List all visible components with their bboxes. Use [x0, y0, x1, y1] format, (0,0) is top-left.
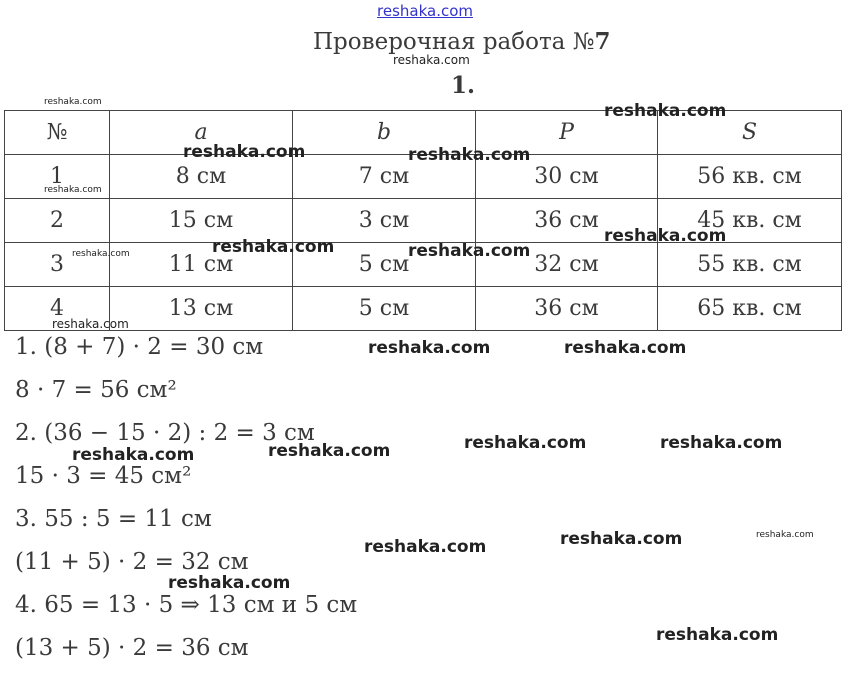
header-a: a: [110, 111, 293, 155]
solution-line: 3. 55 : 5 = 11 см: [15, 506, 212, 532]
cell-number: 2: [5, 199, 110, 243]
watermark: reshaka.com: [168, 573, 291, 593]
watermark: reshaka.com: [656, 625, 779, 645]
cell-p: 30 см: [476, 155, 658, 199]
solution-line: 2. (36 − 15 · 2) : 2 = 3 см: [15, 420, 315, 446]
watermark: reshaka.com: [464, 433, 587, 453]
results-table: [4, 110, 842, 331]
cell-a: 15 см: [110, 199, 293, 243]
watermark: reshaka.com: [408, 145, 531, 165]
watermark: reshaka.com: [364, 537, 487, 557]
watermark: reshaka.com: [560, 529, 683, 549]
watermark: reshaka.com: [72, 445, 195, 465]
header-number: №: [5, 111, 110, 155]
watermark: reshaka.com: [393, 53, 470, 67]
watermark: reshaka.com: [44, 185, 102, 195]
solution-line: (13 + 5) · 2 = 36 см: [15, 635, 249, 661]
cell-a: 13 см: [110, 287, 293, 331]
page-title: [313, 28, 611, 55]
cell-p: 32 см: [476, 243, 658, 287]
cell-number: 4: [5, 287, 110, 331]
watermark: reshaka.com: [212, 237, 335, 257]
cell-b: 5 см: [293, 287, 476, 331]
solution-line: (11 + 5) · 2 = 32 см: [15, 549, 249, 575]
cell-number: 1: [5, 155, 110, 199]
watermark: reshaka.com: [604, 226, 727, 246]
cell-a: 11 см: [110, 243, 293, 287]
cell-s: 56 кв. см: [658, 155, 842, 199]
cell-s: 65 кв. см: [658, 287, 842, 331]
watermark: reshaka.com: [564, 338, 687, 358]
watermark: reshaka.com: [52, 317, 129, 331]
watermark: reshaka.com: [183, 142, 306, 162]
header-s: S: [658, 111, 842, 155]
cell-a: 8 см: [110, 155, 293, 199]
solution-line: 4. 65 = 13 · 5 ⇒ 13 см и 5 см: [15, 592, 358, 618]
title-text: Проверочная работа №: [313, 29, 595, 55]
solution-line: 1. (8 + 7) · 2 = 30 см: [15, 334, 264, 360]
watermark: reshaka.com: [72, 249, 130, 259]
cell-s: 55 кв. см: [658, 243, 842, 287]
cell-s: 45 кв. см: [658, 199, 842, 243]
watermark: reshaka.com: [756, 530, 814, 540]
watermark: reshaka.com: [368, 338, 491, 358]
watermark: reshaka.com: [44, 97, 102, 107]
header-b: b: [293, 111, 476, 155]
watermark: reshaka.com: [660, 433, 783, 453]
cell-number: 3: [5, 243, 110, 287]
cell-p: 36 см: [476, 287, 658, 331]
solution-line: 8 · 7 = 56 см²: [15, 377, 177, 403]
source-link[interactable]: reshaka.com: [377, 2, 473, 20]
task-number: 1.: [451, 72, 476, 99]
header-p: P: [476, 111, 658, 155]
watermark: reshaka.com: [604, 101, 727, 121]
solution-line: 15 · 3 = 45 см²: [15, 463, 192, 489]
cell-b: 3 см: [293, 199, 476, 243]
watermark: reshaka.com: [408, 241, 531, 261]
watermark: reshaka.com: [268, 441, 391, 461]
cell-b: 5 см: [293, 243, 476, 287]
cell-p: 36 см: [476, 199, 658, 243]
table-row: [5, 287, 842, 331]
cell-b: 7 см: [293, 155, 476, 199]
title-number: 7: [594, 28, 611, 55]
